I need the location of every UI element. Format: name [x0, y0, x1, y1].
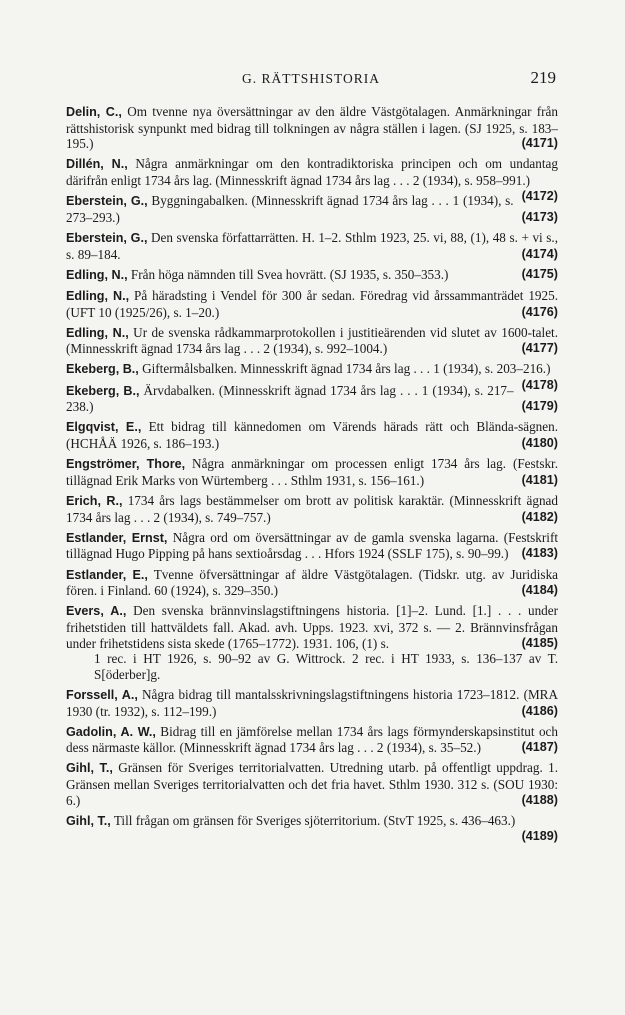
entry-number: (4185) [521, 635, 558, 650]
entry-text: Ett bidrag till kännedomen om Värends härads rätt och Blända-sägnen. (HCHÅÄ 1926, s. 186–193.) [66, 419, 559, 452]
entry-text: Om tvenne nya översättningar av den äldre Västgötalagen. Anmärkningar från rättshistorisk synpunkt med bidrag till tolkningen av några ställen i lagen. (SJ 1925, s. 183–195.) [66, 104, 558, 152]
entry-number: (4177) [521, 341, 558, 356]
bibliography-entry [66, 104, 558, 152]
entry-number: (4186) [521, 703, 558, 718]
entry-author: Dillén, N., [66, 157, 128, 172]
entry-text: Den svenska författarrätten. H. 1–2. Sthlm 1923, 25. vi, 88, (1), 48 s. + vi s., s. 89–184. [66, 229, 558, 262]
entry-text: 1734 års lags bestämmelser om brott av politisk karaktär. (Minnesskrift ägnad 1734 års lag . . . 2 (1934), s. 749–757.) [66, 493, 558, 525]
entry-number: (4174) [521, 246, 558, 261]
entry-text: Gränsen för Sveriges territorialvatten. Utredning utarb. på offentligt uppdrag. 1. Gränsen mellan Sveriges territorialvatten och det fria havet. Sthlm 1930. 312 s. (SOU 1930: 6.) [66, 760, 558, 808]
bibliography-entry [66, 383, 558, 415]
entry-text: Några anmärkningar om den kontradiktoriska principen och om undantag därifrån enligt 1734 års lag. (Minnesskrift ägnad 1734 års lag . . . 2 (1934), s. 958–991.) [66, 156, 558, 188]
entry-text: Ur de svenska rådkammarprotokollen i justitieärenden vid slutet av 1600-talet. (Minnesskrift ägnad 1734 års lag . . . 2 (1934), s. 992–1004.) [66, 324, 559, 357]
running-title: G. RÄTTSHISTORIA [241, 71, 380, 86]
entry-number: (4183) [521, 546, 558, 561]
page-header [66, 68, 556, 90]
entry-number: (4181) [521, 472, 558, 487]
bibliography-entry [66, 325, 558, 357]
entry-author: Delin, C., [66, 105, 122, 119]
bibliography-entry [66, 493, 558, 525]
entry-number: (4182) [521, 509, 558, 524]
entry-review: 1 rec. i HT 1926, s. 90–92 av G. Wittrock. 2 rec. i HT 1933, s. 136–137 av T. S[öderber]g. [94, 651, 558, 682]
entry-number: (4188) [521, 792, 558, 807]
entry-author: Edling, N., [66, 267, 128, 282]
entry-text: På häradsting i Vendel för 300 år sedan. Föredrag vid årssammanträdet 1925. (UFT 10 (1925/26), s. 1–20.) [66, 287, 558, 320]
entry-text: Den svenska brännvinslagstiftningens historia. [1]–2. Lund. [1.] . . . under frihetstiden till hattväldets fall. Akad. avh. Upps. 1923. xvi, 372 s. — 2. Brännvinsfrågan under frihetstidens sista skede (1765–1772). 1931. 106, (1) s. [66, 603, 559, 651]
entry-number: (4175) [521, 266, 558, 281]
bibliography-entry [66, 812, 558, 844]
entry-author: Eberstein, G., [66, 230, 148, 245]
entry-number: (4189) [521, 829, 558, 844]
entry-text: Bidrag till en jämförelse mellan 1734 års lags förmynderskapsinstitut och dess närmaste källor. (Minnesskrift ägnad 1734 års lag . . . 2 (1934), s. 35–52.) [66, 723, 558, 756]
entry-number: (4180) [521, 436, 558, 451]
entry-text: Några anmärkningar om processen enligt 1734 års lag. (Festskr. tillägnad Erik Marks von Würtemberg . . . Sthlm 1931, s. 156–161.) [66, 456, 559, 488]
entry-text: Ärvdabalken. (Minnesskrift ägnad 1734 års lag . . . 1 (1934), s. 217–238.) [66, 382, 514, 415]
entry-author: Ekeberg, B., [66, 362, 139, 377]
entry-author: Evers, A., [66, 604, 127, 619]
bibliography-entry [66, 760, 558, 808]
entry-text: Tvenne öfversättningar af äldre Västgötalagen. (Tidskr. utg. av Juridiska fören. i Finland. 60 (1924), s. 329–350.) [66, 566, 559, 599]
bibliography-entry [66, 267, 558, 284]
entry-author: Gihl, T., [66, 761, 113, 776]
entry-author: Ekeberg, B., [66, 383, 140, 398]
entry-number: (4172) [521, 188, 558, 203]
entry-author: Forssell, A., [66, 687, 138, 702]
entry-number: (4184) [521, 583, 558, 598]
entry-number: (4178) [521, 378, 558, 393]
entry-author: Estlander, Ernst, [66, 530, 168, 545]
bibliography-entry [66, 567, 558, 599]
page-number: 219 [530, 68, 556, 87]
entry-author: Engströmer, Thore, [66, 457, 186, 472]
entry-author: Estlander, E., [66, 567, 148, 582]
bibliography-entry [66, 724, 558, 756]
entry-author: Elgqvist, E., [66, 420, 142, 435]
entry-author: Edling, N., [66, 325, 129, 340]
entry-number: (4179) [521, 399, 558, 414]
bibliography-entry [66, 361, 558, 393]
bibliography-entry [66, 288, 558, 320]
entry-text: Giftermålsbalken. Minnesskrift ägnad 1734 års lag . . . 1 (1934), s. 203–216.) [142, 361, 551, 377]
bibliography-entry [66, 603, 558, 682]
bibliography-entry [66, 419, 558, 451]
entry-author: Erich, R., [66, 494, 123, 508]
entry-number: (4187) [521, 740, 558, 755]
entry-text: Några bidrag till mantalsskrivningslagstiftningens historia 1723–1812. (MRA 1930 (tr. 1932), s. 112–199.) [66, 686, 559, 719]
bibliography-entry [66, 530, 558, 562]
entry-author: Gadolin, A. W., [66, 724, 156, 739]
entry-number: (4176) [521, 304, 558, 319]
bibliography-list [66, 104, 558, 845]
entry-author: Eberstein, G., [66, 194, 148, 209]
entry-text: Från höga nämnden till Svea hovrätt. (SJ 1935, s. 350–353.) [130, 266, 449, 282]
entry-text: Några ord om översättningar av de gamla svenska lagarna. (Festskrift tillägnad Hugo Pipping på hans sextioårsdag . . . Hfors 1924 (SSLF 175), s. 90–99.) [66, 529, 559, 562]
entry-text: Byggningabalken. (Minnesskrift ägnad 1734 års lag . . . 1 (1934), s. 273–293.) [66, 193, 514, 225]
entry-text: Till frågan om gränsen för Sveriges sjöterritorium. (StvT 1925, s. 436–463.) [113, 812, 516, 828]
bibliography-entry [66, 687, 558, 719]
entry-number: (4171) [521, 136, 558, 151]
entry-author: Edling, N., [66, 288, 130, 303]
entry-author: Gihl, T., [66, 813, 111, 828]
bibliography-entry [66, 230, 558, 262]
entry-number: (4173) [521, 209, 558, 224]
bibliography-entry [66, 456, 558, 488]
bibliography-entry [66, 193, 558, 225]
